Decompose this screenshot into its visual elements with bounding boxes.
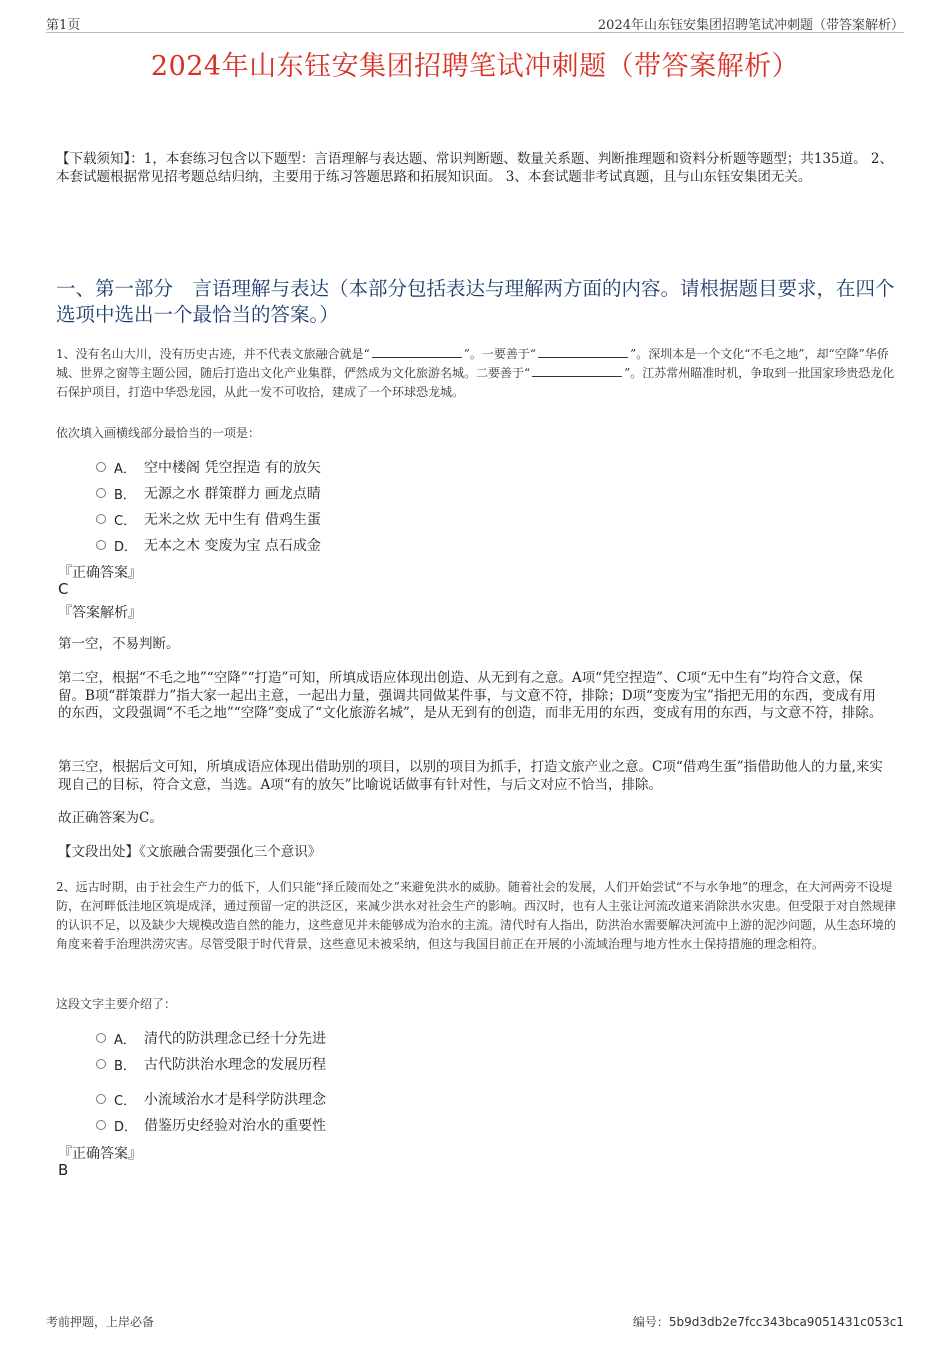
- question-2-prompt: 这段文字主要介绍了：: [56, 997, 177, 1011]
- footer-code-label: 编号：: [632, 1315, 669, 1329]
- question-1-analysis-label: 『答案解析』: [58, 605, 142, 621]
- analysis-source: 【文段出处】《文旅融合需要强化三个意识》: [58, 844, 322, 860]
- radio-icon[interactable]: [96, 540, 106, 550]
- option-letter: C．: [114, 1093, 137, 1109]
- radio-icon[interactable]: [96, 1094, 106, 1104]
- question-1-answer: C: [58, 580, 69, 598]
- question-2-option-c[interactable]: [96, 1089, 326, 1109]
- footer-code-value: 5b9d3db2e7fcc343bca9051431c053c1: [668, 1315, 904, 1329]
- analysis-paragraph: 第二空，根据“不毛之地”“空降”“打造”可知，所填成语应体现出创造、从无到有之意。A项“凭空捏造”、C项“无中生有”均符合文意，保留。B项“群策群力”指大家一起出主意，一起出力量，强调共同做某件事，与文意不符，排除；D项“变废为宝”指把无用的东西，变成有用的东西，文段强调“不毛之地”“空降”变成了“文化旅游名城”，是从无到有的创造，而非无用的东西，变成有用的东西，与文意不符，排除。: [58, 670, 883, 721]
- header-doc-title: 2024年山东钰安集团招聘笔试冲刺题（带答案解析）: [597, 18, 904, 33]
- question-1-option-b[interactable]: [96, 483, 321, 503]
- radio-icon[interactable]: [96, 514, 106, 524]
- question-1-option-a[interactable]: [96, 457, 321, 477]
- option-letter: B．: [114, 487, 136, 503]
- question-1-part3: ”。深圳本是一个文化“不毛之地”，却“空降”华侨城、世界之窗等主题公园，随后打造出文化产业集群，俨然成为文化旅游名城。二要善于“: [56, 347, 889, 380]
- blank-line: [538, 346, 628, 358]
- option-text: 清代的防洪理念已经十分先进: [144, 1031, 326, 1047]
- option-text: 借鉴历史经验对治水的重要性: [144, 1118, 326, 1134]
- analysis-paragraph: 第一空，不易判断。: [58, 636, 180, 652]
- section-title: 一、第一部分 言语理解与表达（本部分包括表达与理解两方面的内容。请根据题目要求，在四个选项中选出一个最恰当的答案。）: [56, 277, 895, 326]
- footer-code: [633, 1313, 904, 1330]
- option-letter: C．: [114, 513, 137, 529]
- question-1-part4: ”。江苏常州瞄准时机，争取到一批国家珍贵恐龙化石保护项目，打造中华恐龙园，从此一发不可收拾，建成了一个环球恐龙城。: [56, 366, 895, 399]
- option-text: 古代防洪治水理念的发展历程: [144, 1057, 326, 1073]
- option-letter: D．: [114, 539, 138, 555]
- radio-icon[interactable]: [96, 488, 106, 498]
- option-text: 无源之水 群策群力 画龙点睛: [144, 486, 321, 502]
- question-1-part1: 1、没有名山大川，没有历史古迹，并不代表文旅融合就是“: [56, 347, 370, 361]
- footer-slogan: 考前押题，上岸必备: [46, 1315, 155, 1329]
- question-1-answer-label: 『正确答案』: [58, 565, 142, 581]
- question-1-prompt: 依次填入画横线部分最恰当的一项是：: [56, 426, 261, 440]
- header-page-label: 第1页: [46, 18, 81, 33]
- question-2-text: 2、远古时期，由于社会生产力的低下，人们只能“择丘陵而处之”来避免洪水的威胁。随着社会的发展，人们开始尝试“不与水争地”的理念，在大河两旁不设堤防，在河畔低洼地区筑堤成泽，通过预留一定的洪泛区，来减少洪水对社会生产的影响。西汉时，也有人主张让河流改道来消除洪水灾患。但受限于对自然规律的认识不足，以及缺少大规模改造自然的能力，这些意见并未能够成为治水的主流。清代时有人指出，防洪治水需要解决河流中上游的泥沙问题，从生态环境的角度来着手治理洪涝灾害。尽管受限于时代背景，这些意见未被采纳，但这与我国目前正在开展的小流域治理与地方性水土保持措施的理念相符。: [56, 880, 897, 951]
- option-letter: D．: [114, 1119, 138, 1135]
- radio-icon[interactable]: [96, 1120, 106, 1130]
- radio-icon[interactable]: [96, 1033, 106, 1043]
- blank-line: [372, 346, 462, 358]
- option-letter: A．: [114, 461, 136, 477]
- radio-icon[interactable]: [96, 462, 106, 472]
- question-1-option-d[interactable]: [96, 535, 321, 555]
- analysis-paragraph: 第三空，根据后文可知，所填成语应体现出借助别的项目，以别的项目为抓手，打造文旅产业之意。C项“借鸡生蛋”指借助他人的力量,来实现自己的目标，符合文意，当选。A项“有的放矢”比喻说话做事有针对性，与后文对应不恰当，排除。: [58, 759, 883, 793]
- question-2-answer: B: [58, 1161, 69, 1179]
- header-divider: [46, 32, 904, 33]
- question-1-option-c[interactable]: [96, 509, 321, 529]
- option-text: 空中楼阁 凭空捏造 有的放矢: [144, 460, 321, 476]
- question-2-option-d[interactable]: [96, 1115, 326, 1135]
- question-1-text: [56, 345, 898, 402]
- option-text: 无米之炊 无中生有 借鸡生蛋: [144, 512, 321, 528]
- question-2-option-a[interactable]: [96, 1028, 326, 1048]
- page-title: 2024年山东钰安集团招聘笔试冲刺题（带答案解析）: [150, 51, 800, 82]
- analysis-conclusion: 故正确答案为C。: [58, 810, 163, 826]
- question-2-option-b[interactable]: [96, 1054, 326, 1074]
- question-1-part2: ”。一要善于“: [463, 347, 537, 361]
- blank-line: [532, 365, 622, 377]
- question-2-answer-label: 『正确答案』: [58, 1146, 142, 1162]
- option-text: 无本之木 变废为宝 点石成金: [144, 538, 321, 554]
- option-letter: A．: [114, 1032, 136, 1048]
- option-text: 小流域治水才是科学防洪理念: [144, 1092, 326, 1108]
- radio-icon[interactable]: [96, 1059, 106, 1069]
- option-letter: B．: [114, 1058, 136, 1074]
- download-notice: 【下载须知】：1，本套练习包含以下题型：言语理解与表达题、常识判断题、数量关系题、判断推理题和资料分析题等题型；共135道。 2、本套试题根据常见招考题总结归纳，主要用于练习答题思路和拓展知识面。 3、本套试题非考试真题，且与山东钰安集团无关。: [56, 151, 893, 185]
